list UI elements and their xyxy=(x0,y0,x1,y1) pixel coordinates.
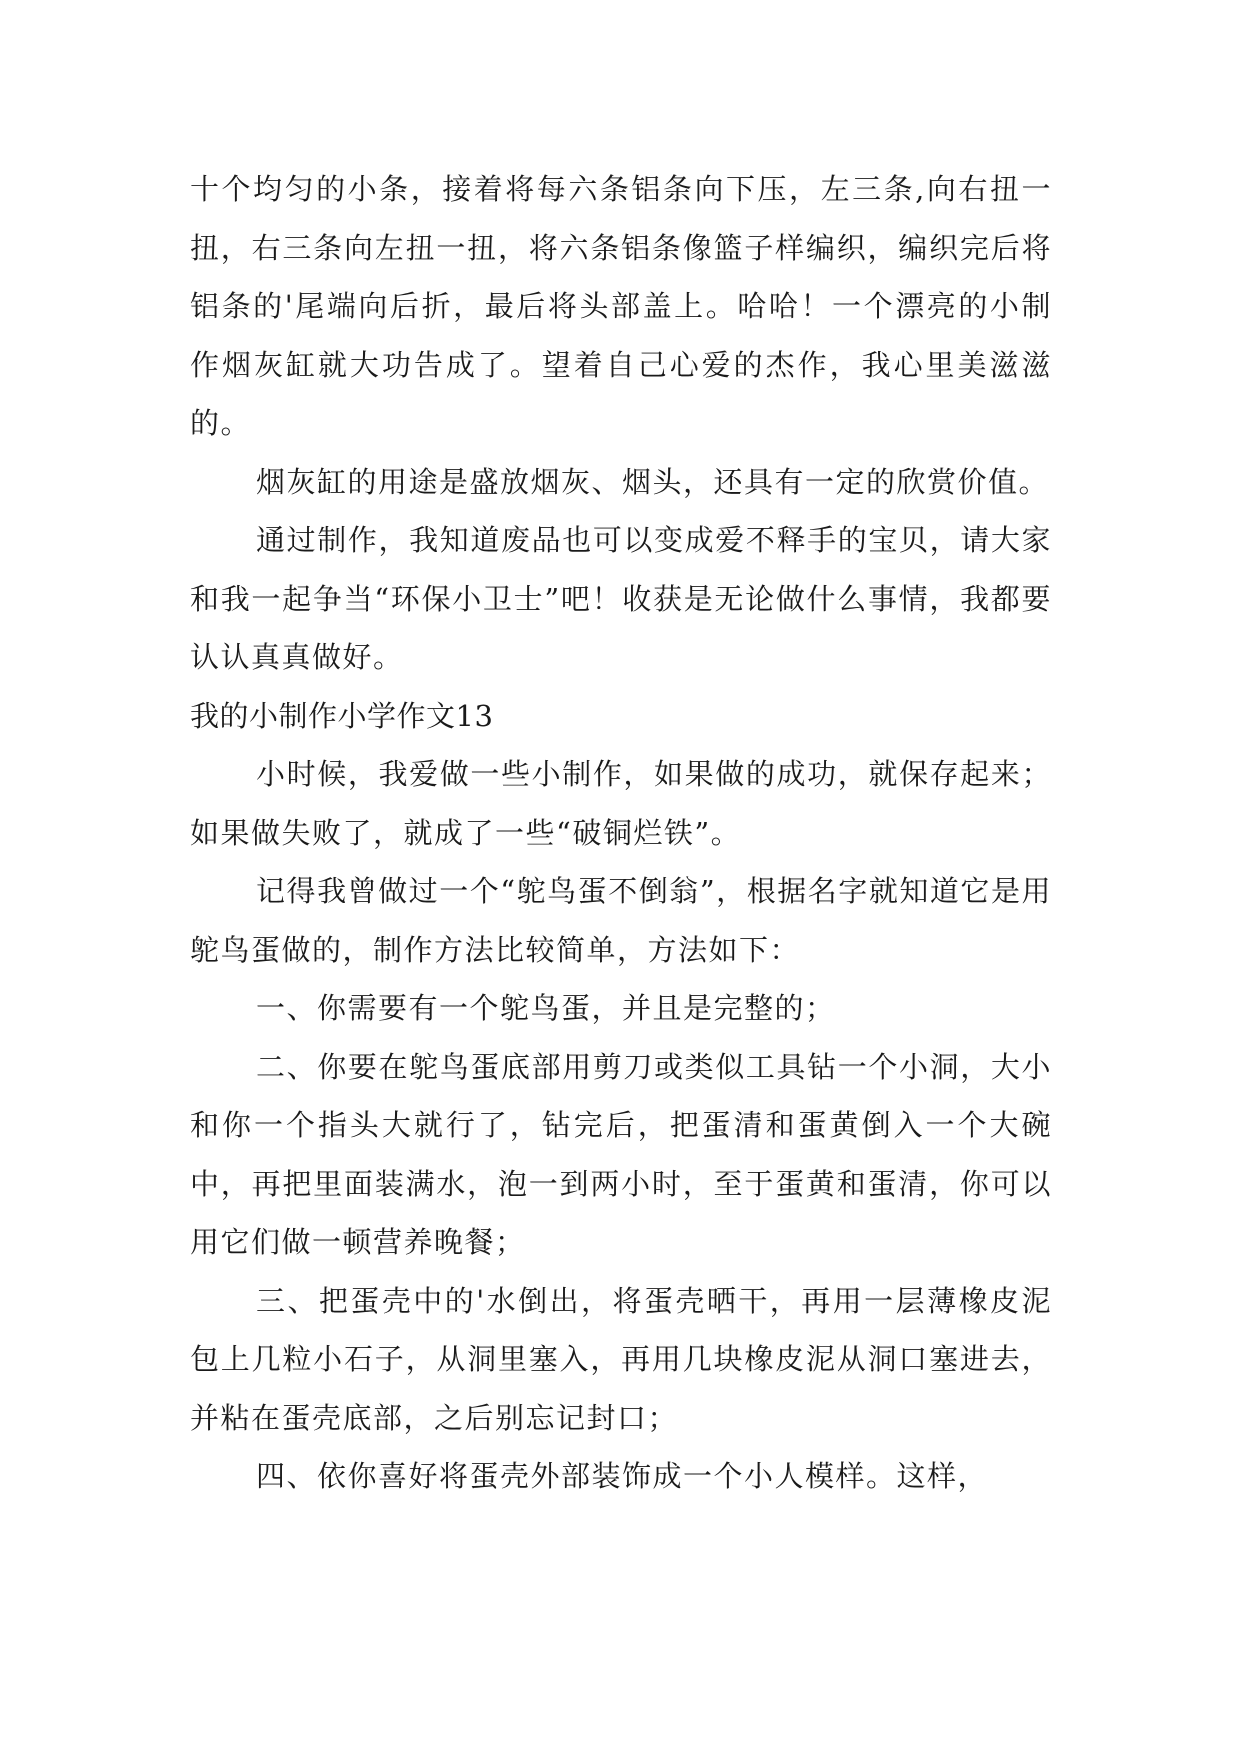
document-page xyxy=(190,160,1052,1506)
paragraph: 三、把蛋壳中的'水倒出，将蛋壳晒干，再用一层薄橡皮泥包上几粒小石子，从洞里塞入，再用几块橡皮泥从洞口塞进去，并粘在蛋壳底部，之后别忘记封口； xyxy=(190,1283,1052,1435)
paragraph: 记得我曾做过一个“鸵鸟蛋不倒翁”，根据名字就知道它是用鸵鸟蛋做的，制作方法比较简单，方法如下： xyxy=(190,874,1052,967)
section-title: 我的小制作小学作文13 xyxy=(190,698,494,733)
paragraph: 一、你需要有一个鸵鸟蛋，并且是完整的； xyxy=(256,991,836,1025)
paragraph: 小时候，我爱做一些小制作，如果做的成功，就保存起来；如果做失败了，就成了一些“破铜烂铁”。 xyxy=(190,757,1052,850)
paragraph: 四、依你喜好将蛋壳外部装饰成一个小人模样。这样， xyxy=(256,1459,989,1493)
paragraph: 通过制作，我知道废品也可以变成爱不释手的宝贝，请大家和我一起争当“环保小卫士”吧！收获是无论做什么事情，我都要认认真真做好。 xyxy=(190,523,1052,674)
paragraph: 二、你要在鸵鸟蛋底部用剪刀或类似工具钻一个小洞，大小和你一个指头大就行了，钻完后，把蛋清和蛋黄倒入一个大碗中，再把里面装满水，泡一到两小时，至于蛋黄和蛋清，你可以用它们做一顿营养晚餐； xyxy=(190,1049,1052,1259)
paragraph: 烟灰缸的用途是盛放烟灰、烟头，还具有一定的欣赏价值。 xyxy=(256,464,1050,499)
paragraph: 十个均匀的小条，接着将每六条铝条向下压，左三条,向右扭一扭，右三条向左扭一扭，将六条铝条像篮子样编织，编织完后将铝条的'尾端向后折，最后将头部盖上。哈哈！一个漂亮的小制作烟灰缸就大功告成了。望着自己心爱的杰作，我心里美滋滋的。 xyxy=(190,172,1052,440)
